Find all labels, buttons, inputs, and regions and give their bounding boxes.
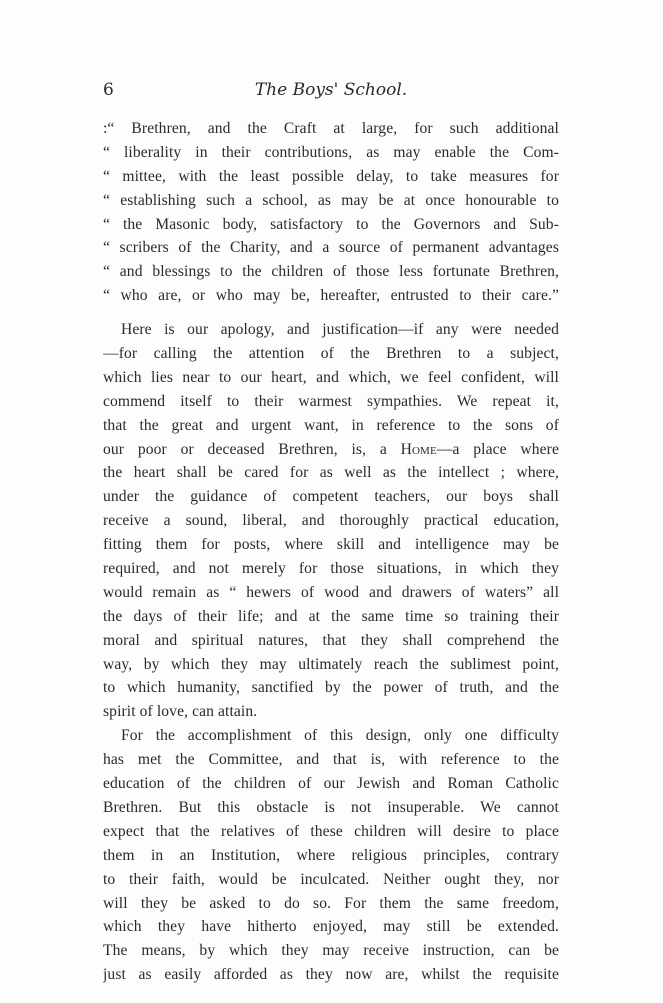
paragraph-line: Here is our apology, and justification—if any were needed — [121, 321, 559, 339]
small-caps-word: Home — [400, 440, 437, 458]
page-number: 6 — [103, 80, 114, 100]
paragraph-line: to which humanity, sanctified by the power of truth, and the — [103, 679, 559, 697]
paragraph-line: that the great and urgent want, in reference to the sons of — [103, 416, 559, 434]
paragraph-line: Brethren. But this obstacle is not insuperable. We cannot — [103, 798, 559, 816]
quote-line: “ establishing such a school, as may be at once honourable to — [103, 191, 559, 209]
paragraph-line: —for calling the attention of the Brethren to a subject, — [103, 345, 559, 363]
paragraph-line: has met the Committee, and that is, with reference to the — [103, 751, 559, 769]
quoted-resolution — [103, 117, 559, 308]
paragraph-line: education of the children of our Jewish and Roman Catholic — [103, 775, 559, 793]
paragraph-line: way, by which they may ultimately reach the sublimest point, — [103, 655, 559, 673]
paragraph-gap — [103, 308, 559, 318]
paragraph-line: which they have hitherto enjoyed, may still be extended. — [103, 918, 559, 936]
paragraph-line: will they be asked to do so. For them the same freedom, — [103, 894, 559, 912]
quote-line: “ liberality in their contributions, as may enable the Com- — [103, 143, 559, 161]
page-header — [103, 76, 559, 104]
page-body — [103, 117, 559, 987]
paragraph-line: would remain as “ hewers of wood and drawers of waters” all — [103, 583, 559, 601]
paragraph-line: under the guidance of competent teachers, our boys shall — [103, 488, 559, 506]
paragraph-difficulty — [103, 724, 559, 987]
quote-line: “ and blessings to the children of those less fortunate Brethren, — [103, 263, 559, 281]
paragraph-line: The means, by which they may receive instruction, can be — [103, 942, 559, 960]
paragraph-line: fitting them for posts, where skill and intelligence may be — [103, 536, 559, 554]
paragraph-line: our poor or deceased Brethren, is, a Home—a place where — [103, 440, 559, 458]
paragraph-line: required, and not merely for those situations, in which they — [103, 560, 559, 578]
running-title: The Boys' School. — [254, 80, 408, 100]
paragraph-line: to their faith, would be inculcated. Neither ought they, nor — [103, 870, 559, 888]
paragraph-line: spirit of love, can attain. — [103, 703, 258, 721]
quote-line: “ scribers of the Charity, and a source of permanent advantages — [103, 239, 559, 257]
paragraph-line: the days of their life; and at the same time so training their — [103, 607, 559, 625]
paragraph-line: commend itself to their warmest sympathies. We repeat it, — [103, 392, 559, 410]
quote-line: “ mittee, with the least possible delay, to take measures for — [103, 167, 559, 185]
quote-line: :“ Brethren, and the Craft at large, for such additional — [103, 120, 559, 137]
quote-line: “ the Masonic body, satisfactory to the Governors and Sub- — [103, 215, 559, 233]
paragraph-line: the heart shall be cared for as well as the intellect ; where, — [103, 464, 559, 482]
paragraph-line: them in an Institution, where religious principles, contrary — [103, 846, 559, 864]
paragraph-line: just as easily afforded as they now are, whilst the requisite — [103, 966, 559, 984]
paragraph-line: which lies near to our heart, and which, we feel confident, will — [103, 368, 559, 386]
paragraph-line: expect that the relatives of these children will desire to place — [103, 822, 559, 840]
paragraph-line: moral and spiritual natures, that they shall comprehend the — [103, 631, 559, 649]
quote-line: “ who are, or who may be, hereafter, entrusted to their care.” — [103, 287, 559, 305]
paragraph-line: For the accomplishment of this design, only one difficulty — [121, 727, 559, 745]
paragraph-apology — [103, 318, 559, 724]
paragraph-line: receive a sound, liberal, and thoroughly practical education, — [103, 512, 559, 530]
